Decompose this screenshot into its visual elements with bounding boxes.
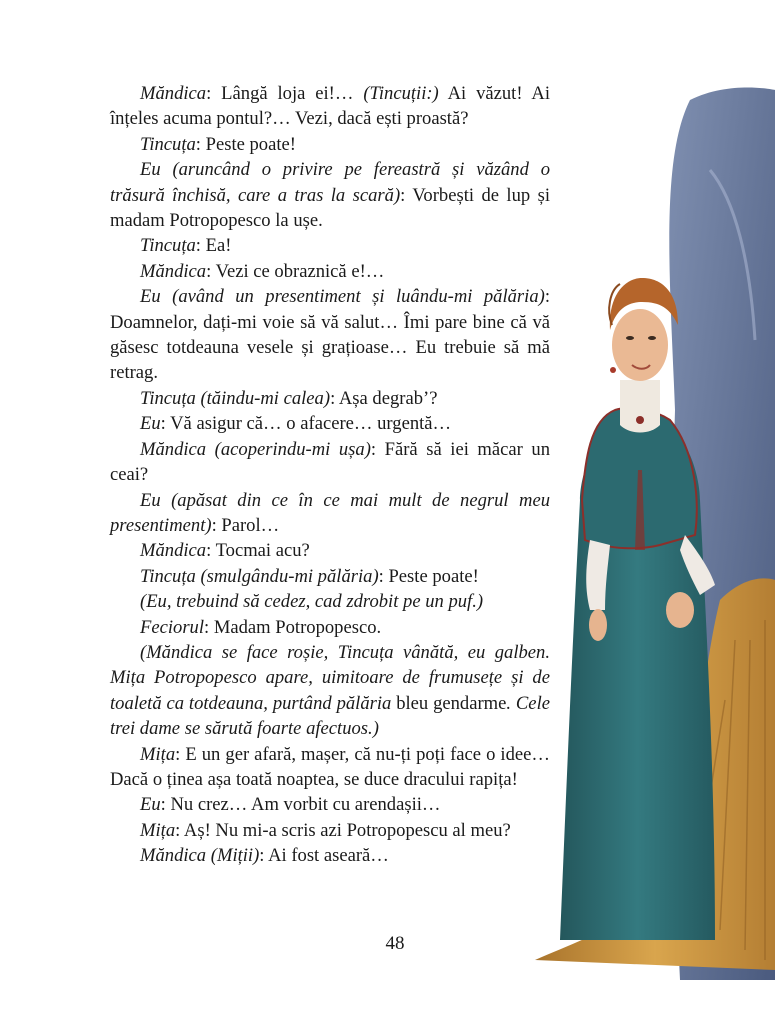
line-text: : Aș! Nu mi-a scris azi Potropopescu al meu? xyxy=(175,819,511,841)
speaker-name: Eu xyxy=(140,794,161,816)
speaker-name: Eu xyxy=(140,413,161,435)
speaker-name: Eu xyxy=(140,286,161,308)
dialogue-line xyxy=(110,437,550,488)
line-text: : Așa degrab’? xyxy=(330,387,438,409)
dialogue-line xyxy=(110,284,550,386)
dialogue-line xyxy=(110,818,550,843)
stage-direction: (Eu, trebuind să cedez, cad zdrobit pe un puf.) xyxy=(140,591,484,613)
line-text: : Fără să iei măcar un ceai? xyxy=(110,438,550,486)
dialogue-line xyxy=(110,538,550,563)
line-text: Ai văzut! Ai înțeles acuma pontul?… Vezi, dacă ești proastă? xyxy=(110,83,550,130)
line-text: : Peste poate! xyxy=(195,133,296,155)
dialogue-line xyxy=(110,411,550,436)
stage-direction: (smulgându-mi pălăria) xyxy=(195,565,379,587)
speaker-name: Tincuța xyxy=(140,235,196,257)
dialogue-line xyxy=(110,132,550,157)
line-text: : Ea! xyxy=(195,235,232,257)
stage-direction: (tăindu-mi calea) xyxy=(195,387,331,409)
stage-direction: (apăsat din ce în ce mai mult de negrul meu presentiment) xyxy=(110,489,550,536)
dialogue-line xyxy=(110,564,550,589)
line-text: : Vorbești de lup și madam Potropopesco la ușe. xyxy=(110,184,550,232)
stage-direction: (având un presentiment și luându-mi pălăria) xyxy=(160,286,545,308)
left-hand xyxy=(589,609,607,641)
stage-direction-plain: bleu gendarme xyxy=(391,692,507,714)
line-text: : Vezi ce obraznică e!… xyxy=(206,260,385,282)
lace-collar xyxy=(620,380,660,433)
line-text: : Peste poate! xyxy=(378,565,479,587)
speaker-name: Măndica xyxy=(140,438,207,460)
face xyxy=(612,309,668,381)
line-text: : Ai fost aseară… xyxy=(259,845,389,867)
line-text: : Parol… xyxy=(211,514,280,536)
line-text: : Vă asigur că… o afacere… urgentă… xyxy=(160,413,452,435)
dialogue-line xyxy=(110,488,550,539)
dialogue-line xyxy=(110,81,550,132)
stage-direction: (aruncând o privire pe fereastră și văzând o trăsură închisă, care a tras la scară) xyxy=(110,159,550,206)
dialogue-line xyxy=(110,259,550,284)
speaker-name: Feciorul xyxy=(140,616,205,638)
dialogue-line xyxy=(110,792,550,817)
stage-direction: (Măndica se face roșie, Tincuța vânătă, eu galben. Mița Potropopesco apare, uimitoare de frumusețe și de toaletă ca totdeauna, purtând pălăria xyxy=(110,641,550,714)
line-text: : E un ger afară, mașer, că nu-ți poți face o idee… Dacă o ținea așa toată noaptea, se duce dracului rapița! xyxy=(110,743,550,790)
woman-illustration xyxy=(520,80,775,980)
speaker-name: Măndica xyxy=(140,260,207,282)
stage-direction: (Miții) xyxy=(206,845,260,867)
line-text: : Doamnelor, dați-mi voie să vă salut… Îmi pare bine că vă găsesc totdeauna vesele și grațioase… Eu trebuie să mă retrag. xyxy=(110,286,550,384)
line-text: : Lângă loja ei!… xyxy=(206,83,364,104)
stage-direction: (Tincuții:) xyxy=(363,83,439,104)
stage-direction-line xyxy=(110,589,550,614)
line-text: : Madam Potropopesco. xyxy=(204,616,382,638)
line-text: : Tocmai acu? xyxy=(206,540,310,562)
page-number: 48 xyxy=(385,933,405,954)
speaker-name: Mița xyxy=(140,743,176,765)
dialogue-line xyxy=(110,742,550,793)
dialogue-line xyxy=(110,386,550,411)
speaker-name: Măndica xyxy=(140,540,207,562)
speaker-name: Eu xyxy=(140,489,161,511)
speaker-name: Mița xyxy=(140,819,176,841)
dialogue-line xyxy=(110,843,550,868)
speaker-name: Măndica xyxy=(140,845,207,867)
speaker-name: Tincuța xyxy=(140,387,196,409)
dialogue-line xyxy=(110,157,550,233)
stage-direction-line xyxy=(110,640,550,742)
stage-direction: (acoperindu-mi ușa) xyxy=(206,438,371,460)
line-text: : Nu crez… Am vorbit cu arendașii… xyxy=(160,794,441,816)
speaker-name: Măndica xyxy=(140,83,207,104)
dialogue-text xyxy=(110,81,550,869)
dialogue-line xyxy=(110,615,550,640)
dialogue-line xyxy=(110,233,550,258)
right-hand xyxy=(666,592,694,628)
stage-direction: . Cele trei dame se sărută foarte afectuos.) xyxy=(110,692,550,740)
speaker-name: Tincuța xyxy=(140,565,196,587)
speaker-name: Tincuța xyxy=(140,133,196,155)
speaker-name: Eu xyxy=(140,159,161,181)
